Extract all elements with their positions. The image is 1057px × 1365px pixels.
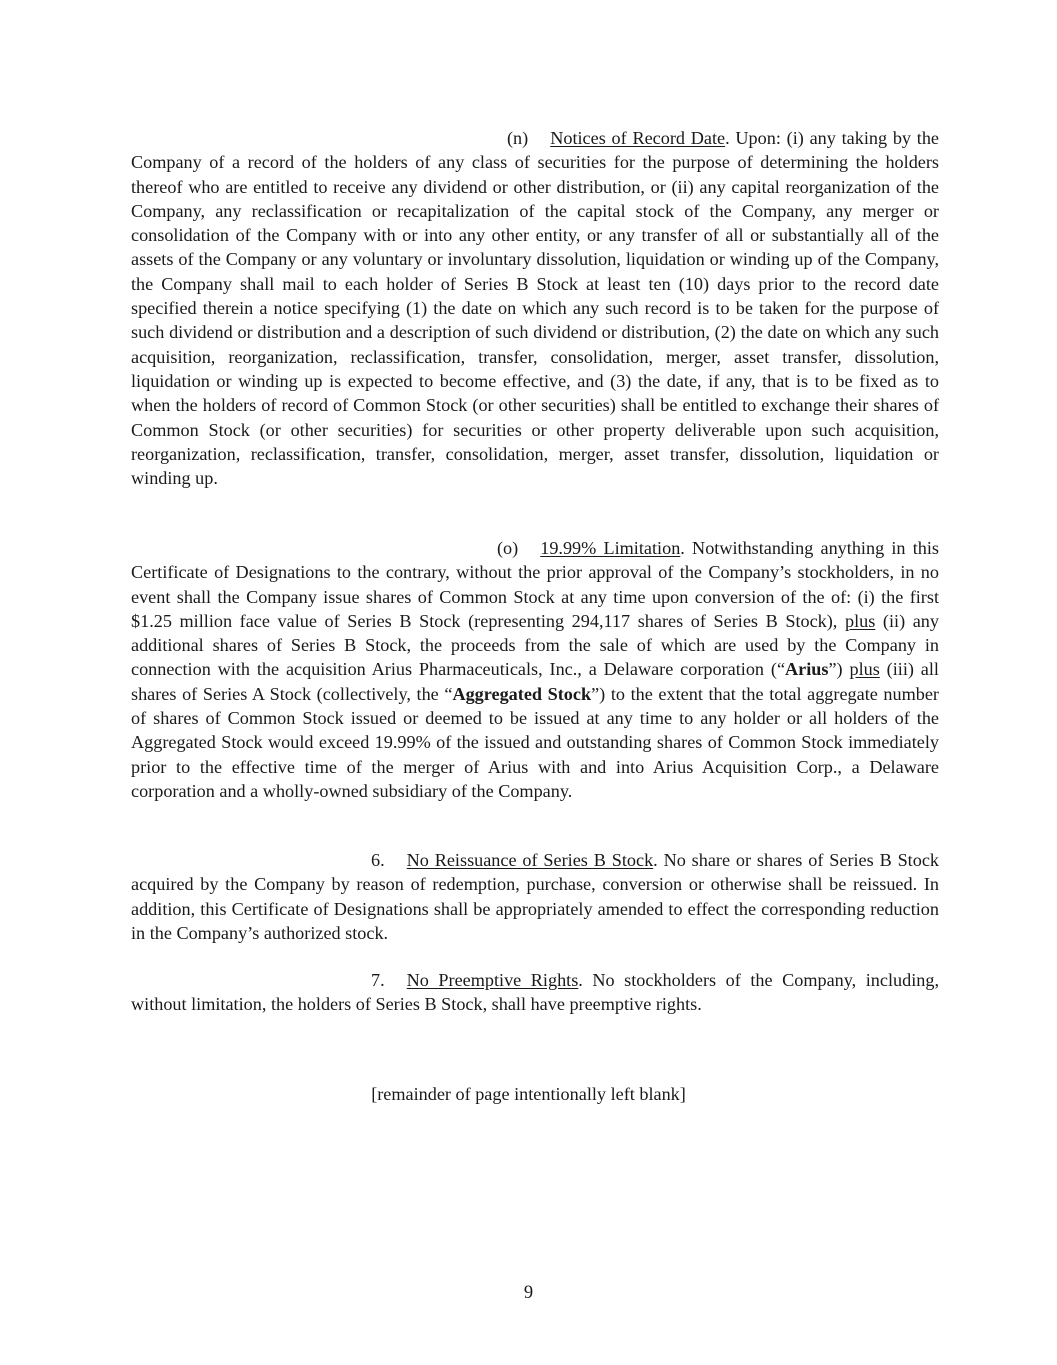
section-7-body: . No stockholders of the Company, including, without limitation, the holders of Series B Stock, shall have preemptive rights. [131,970,939,1015]
section-o-paragraph [131,536,939,803]
section-n-paragraph [131,126,939,490]
section-7-heading: No Preemptive Rights [406,970,579,990]
section-7-paragraph [131,968,939,1017]
section-n-heading: Notices of Record Date [550,128,726,148]
section-o-text-3: ”) [828,659,850,680]
section-o-aggregated-term: Aggregated Stock [452,683,592,704]
section-7-number: 7. [371,970,385,990]
section-6-heading: No Reissuance of Series B Stock [406,850,654,870]
section-n-body: . Upon: (i) any taking by the Company of a record of the holders of any class of securities for the purpose of determining the holders thereof who are entitled to receive any dividend or other distribution, or (ii) any capital reorganization of the Company, any reclassification or recapitalization of the capital stock of the Company, any merger or consolidation of the Company with or into any other entity, or any transfer of all or substantially all of the assets of the Company or any voluntary or involuntary dissolution, liquidation or winding up of the Company, the Company shall mail to each holder of Series B Stock at least ten (10) days prior to the record date specified therein a notice specifying (1) the date on which any such record is to be taken for the purpose of such dividend or distribution and a description of such dividend or distribution, (2) the date on which any such acquisition, reorganization, reclassification, transfer, consolidation, merger, asset transfer, dissolution, liquidation or winding up is expected to become effective, and (3) the date, if any, that is to be fixed as to when the holders of record of Common Stock (or other securities) shall be entitled to exchange their shares of Common Stock (or other securities) for securities or other property deliverable upon such acquisition, reorganization, reclassification, transfer, consolidation, merger, asset transfer, dissolution, liquidation or winding up. [131,128,940,489]
section-o-text-1: . Notwithstanding anything in this Certificate of Designations to the contrary, without the prior approval of the Company’s stockholders, in no event shall the Company issue shares of Common Stock at any time upon conversion of the of: (i) the first $1.25 million face value of Series B Stock (representing 294,117 shares of Series B Stock), [131,538,940,631]
section-6-body: . No share or shares of Series B Stock acquired by the Company by reason of redemption, purchase, conversion or otherwise shall be reissued. In addition, this Certificate of Designations shall be appropriately amended to effect the corresponding reduction in the Company’s authorized stock. [131,850,939,943]
section-6-paragraph [131,848,939,945]
section-o-text-4: (iii) all shares of Series A Stock (collectively, the “ [131,659,939,704]
section-o-plus-1: plus [844,610,876,631]
section-o-plus-2: plus [849,659,880,680]
remainder-blank-note: [remainder of page intentionally left blank] [371,1084,686,1104]
section-o-number: (o) [497,538,519,558]
section-n-number: (n) [507,128,529,148]
section-o-heading: 19.99% Limitation [540,538,681,558]
page-number: 9 [523,1283,534,1303]
section-6-number: 6. [371,850,385,870]
section-o-text-2: (ii) any additional shares of Series B Stock, the proceeds from the sale of which are used by the Company in connection with the acquisition Arius Pharmaceuticals, Inc., a Delaware corporation (“ [131,610,939,680]
section-o-text-5: ”) to the extent that the total aggregate number of shares of Common Stock issued or deemed to be issued at any time to any holder or all holders of the Aggregated Stock would exceed 19.99% of the issued and outstanding shares of Common Stock immediately prior to the effective time of the merger of Arius with and into Arius Acquisition Corp., a Delaware corporation and a wholly-owned subsidiary of the Company. [131,683,939,801]
section-o-arius-term: Arius [785,659,829,680]
